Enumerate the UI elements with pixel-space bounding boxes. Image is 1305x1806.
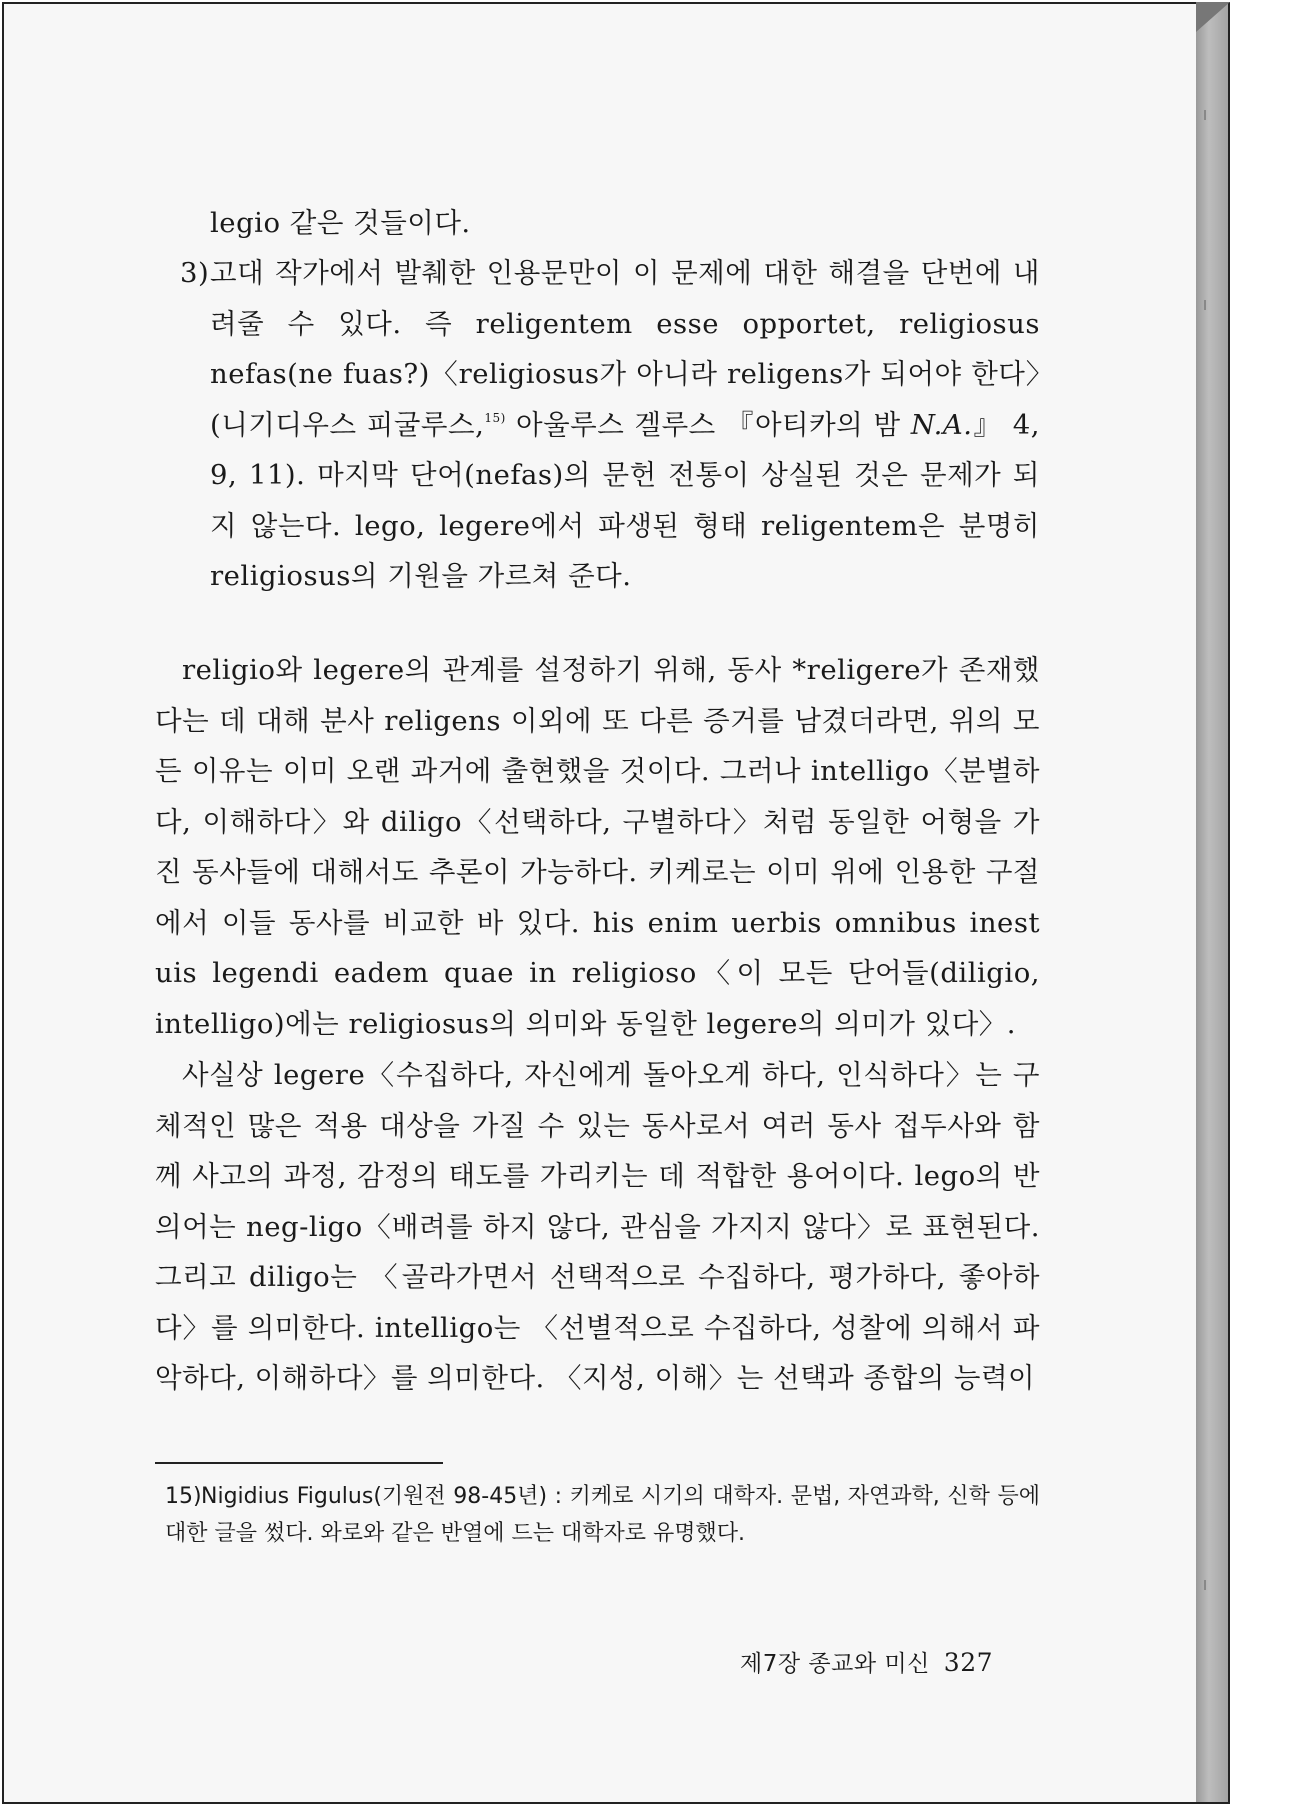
- footnote-text: Nigidius Figulus(기원전 98-45년) : 키케로 시기의 대학자. 문법, 자연과학, 신학 등에 대한 글을 썼다. 와로와 같은 반열에 드는 대학자로 유명했다.: [165, 1484, 1040, 1546]
- footnote: [165, 1478, 1040, 1552]
- paragraph: religio와 legere의 관계를 설정하기 위해, 동사 *religere가 존재했다는 데 대해 분사 religens 이외에 또 다른 증거를 남겼더라면, 위의 모든 이유는 이미 오랜 과거에 출현했을 것이다. 그러나 intelligo〈분별하다, 이해하다〉와 diligo〈선택하다, 구별하다〉처럼 동일한 어형을 가진 동사들에 대해서도 추론이 가능하다. 키케로는 이미 위에 인용한 구절에서 이들 동사를 비교한 바 있다. his enim uerbis omnibus inest uis legendi eadem quae in religioso〈이 모든 단어들(diligio, intelligo)에는 religiosus의 의미와 동일한 legere의 의미가 있다〉.: [155, 654, 1040, 1040]
- list-continuation-text: legio 같은 것들이다.: [210, 207, 471, 239]
- page-edge-corner: [1196, 2, 1230, 32]
- list-item-text: [210, 248, 1040, 602]
- list-item-3: [180, 248, 1040, 602]
- list-item-number: 3): [180, 257, 210, 289]
- running-footer: [740, 1648, 993, 1679]
- footnote-ref[interactable]: 15): [484, 410, 506, 425]
- page-edge-stack: [1196, 2, 1230, 1804]
- list-item-text-b: 아울루스 겔루스 『아티카의 밤: [505, 408, 911, 441]
- list-continuation: [210, 198, 1040, 249]
- edge-mark: [1204, 300, 1206, 310]
- edge-mark: [1204, 110, 1206, 120]
- chapter-title: 제7장 종교와 미신: [740, 1651, 930, 1677]
- list-item-text-c: 』 4, 9, 11). 마지막 단어(nefas)의 문헌 전통이 상실된 것은 문제가 되지 않는다. lego, legere에서 파생된 형태 religentem은 분명히 religiosus의 기원을 가르쳐 준다.: [210, 408, 1040, 592]
- paragraph: 사실상 legere〈수집하다, 자신에게 돌아오게 하다, 인식하다〉는 구체적인 많은 적용 대상을 가질 수 있는 동사로서 여러 동사 접두사와 함께 사고의 과정, 감정의 태도를 가리키는 데 적합한 용어이다. lego의 반의어는 neg-ligo〈배려를 하지 않다, 관심을 가지지 않다〉로 표현된다. 그리고 diligo는 〈골라가면서 선택적으로 수집하다, 평가하다, 좋아하다〉를 의미한다. intelligo는 〈선별적으로 수집하다, 성찰에 의해서 파악하다, 이해하다〉를 의미한다. 〈지성, 이해〉는 선택과 종합의 능력이: [155, 1059, 1040, 1394]
- list-item-text-italic: N.A.: [910, 408, 973, 441]
- footnote-divider: [155, 1462, 443, 1464]
- edge-mark: [1204, 1580, 1206, 1590]
- body-paragraph-2: [155, 1050, 1040, 1404]
- list-item-text-a: 고대 작가에서 발췌한 인용문만이 이 문제에 대한 해결을 단번에 내려줄 수 있다. 즉 religentem esse opportet, religiosus nefas(ne fuas?)〈religiosus가 아니라 religens가 되어야 한다〉(니기디우스 피굴루스,: [210, 257, 1040, 441]
- footnote-number: 15): [165, 1484, 202, 1509]
- body-paragraph-1: [155, 645, 1040, 1049]
- page-number: 327: [943, 1648, 994, 1677]
